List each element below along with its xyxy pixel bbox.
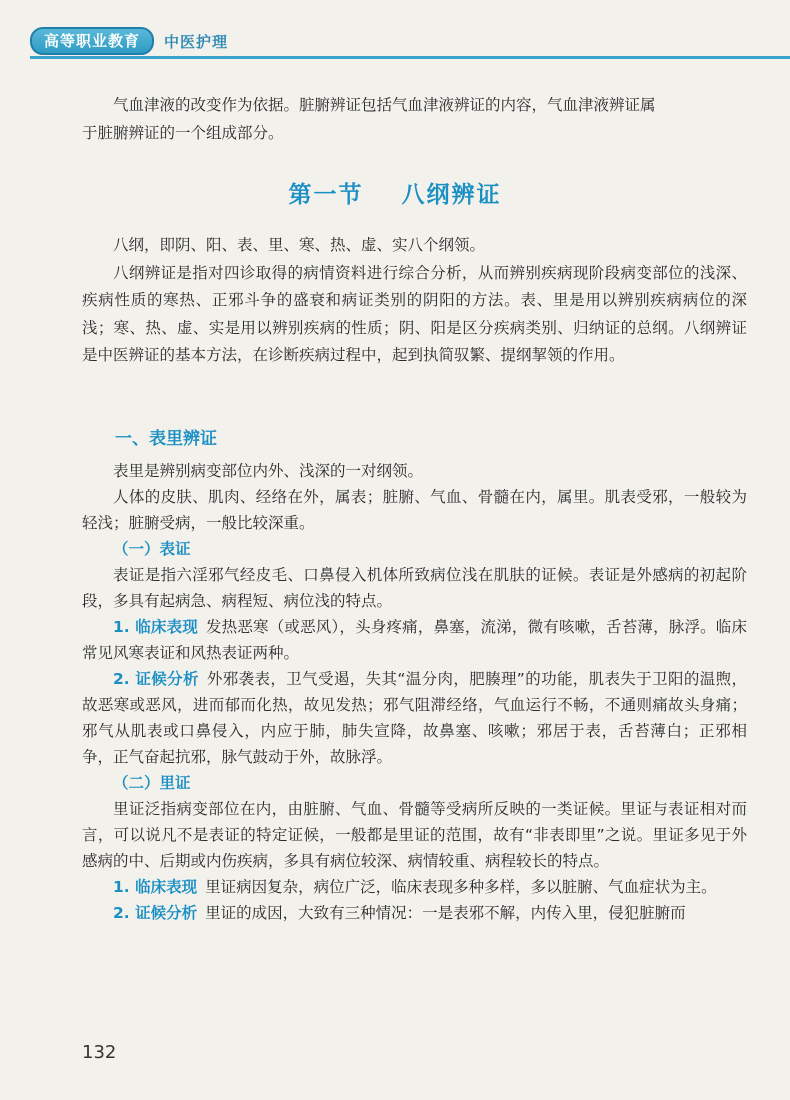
heading-lizheng: （二）里证 bbox=[113, 774, 191, 792]
label-biao-clinical: 1. 临床表现 bbox=[113, 618, 198, 636]
biaoli-paragraphs bbox=[82, 458, 747, 926]
paragraph-biao-analysis: 2. 证候分析 外邪袭表，卫气受遏，失其“温分肉，肥腠理”的功能，肌表失于卫阳的温煦，故恶寒或恶风，进而郁而化热，故见发热；邪气阻滞经络，气血运行不畅，不通则痛故头身痛；邪气从肌表或口鼻侵入，内应于肺，肺失宣降，故鼻塞、咳嗽；邪居于表，舌苔薄白；正邪相争，正气奋起抗邪，脉气鼓动于外，故脉浮。 bbox=[82, 670, 747, 766]
paragraph-lizheng: 里证泛指病变部位在内，由脏腑、气血、骨髓等受病所反映的一类证候。里证与表证相对而言，可以说凡不是表证的特定证候，一般都是里证的范围，故有“非表即里”之说。里证多见于外感病的中、后期或内伤疾病，多具有病位较深、病情较重、病程较长的特点。 bbox=[82, 800, 747, 870]
intro-line-2: 于脏腑辨证的一个组成部分。 bbox=[82, 123, 284, 142]
paragraph-biaoli-body: 人体的皮肤、肌肉、经络在外，属表；脏腑、气血、骨髓在内，属里。肌表受邪，一般较为轻浅；脏腑受病，一般比较深重。 bbox=[82, 488, 747, 532]
page-number: 132 bbox=[82, 1042, 117, 1063]
header-rule bbox=[30, 56, 790, 59]
paragraph-definition: 八纲，即阴、阳、表、里、寒、热、虚、实八个纲领。 bbox=[113, 236, 486, 254]
paragraph-li-clinical: 1. 临床表现 里证病因复杂，病位广泛，临床表现多种多样，多以脏腑、气血症状为主。 bbox=[113, 878, 717, 896]
heading-biaoli: 一、表里辨证 bbox=[115, 429, 217, 449]
label-biao-analysis: 2. 证候分析 bbox=[113, 670, 199, 688]
series-badge: 高等职业教育 bbox=[30, 27, 154, 55]
section-number: 第一节 bbox=[288, 182, 364, 208]
intro-paragraph bbox=[82, 92, 747, 147]
paragraph-biao-clinical: 1. 临床表现 发热恶寒（或恶风），头身疼痛，鼻塞，流涕，微有咳嗽，舌苔薄，脉浮。临床常见风寒表证和风热表证两种。 bbox=[82, 618, 747, 662]
paragraph-bagang-method: 八纲辨证是指对四诊取得的病情资料进行综合分析，从而辨别疾病现阶段病变部位的浅深、疾病性质的寒热、正邪斗争的盛衰和病证类别的阴阳的方法。表、里是用以辨别疾病病位的深浅；寒、热、虚、实是用以辨别疾病的性质；阴、阳是区分疾病类别、归纳证的总纲。八纲辨证是中医辨证的基本方法，在诊断疾病过程中，起到执简驭繁、提纲挈领的作用。 bbox=[82, 263, 747, 364]
running-header bbox=[30, 28, 228, 54]
heading-biaozheng: （一）表证 bbox=[113, 540, 191, 558]
book-subject: 中医护理 bbox=[164, 32, 229, 51]
label-li-clinical: 1. 临床表现 bbox=[113, 878, 198, 896]
bagang-paragraphs bbox=[82, 232, 747, 370]
section-heading bbox=[0, 176, 790, 209]
paragraph-biaozheng: 表证是指六淫邪气经皮毛、口鼻侵入机体所致病位浅在肌肤的证候。表证是外感病的初起阶段，多具有起病急、病程短、病位浅的特点。 bbox=[82, 566, 747, 610]
label-li-analysis: 2. 证候分析 bbox=[113, 904, 198, 922]
paragraph-biaoli-def: 表里是辨别病变部位内外、浅深的一对纲领。 bbox=[113, 462, 424, 480]
paragraph-li-analysis: 2. 证候分析 里证的成因，大致有三种情况：一是表邪不解，内传入里，侵犯脏腑而 bbox=[113, 904, 686, 922]
intro-line-1: 气血津液的改变作为依据。脏腑辨证包括气血津液辨证的内容，气血津液辨证属 bbox=[113, 96, 656, 114]
section-title: 八纲辨证 bbox=[401, 182, 502, 208]
